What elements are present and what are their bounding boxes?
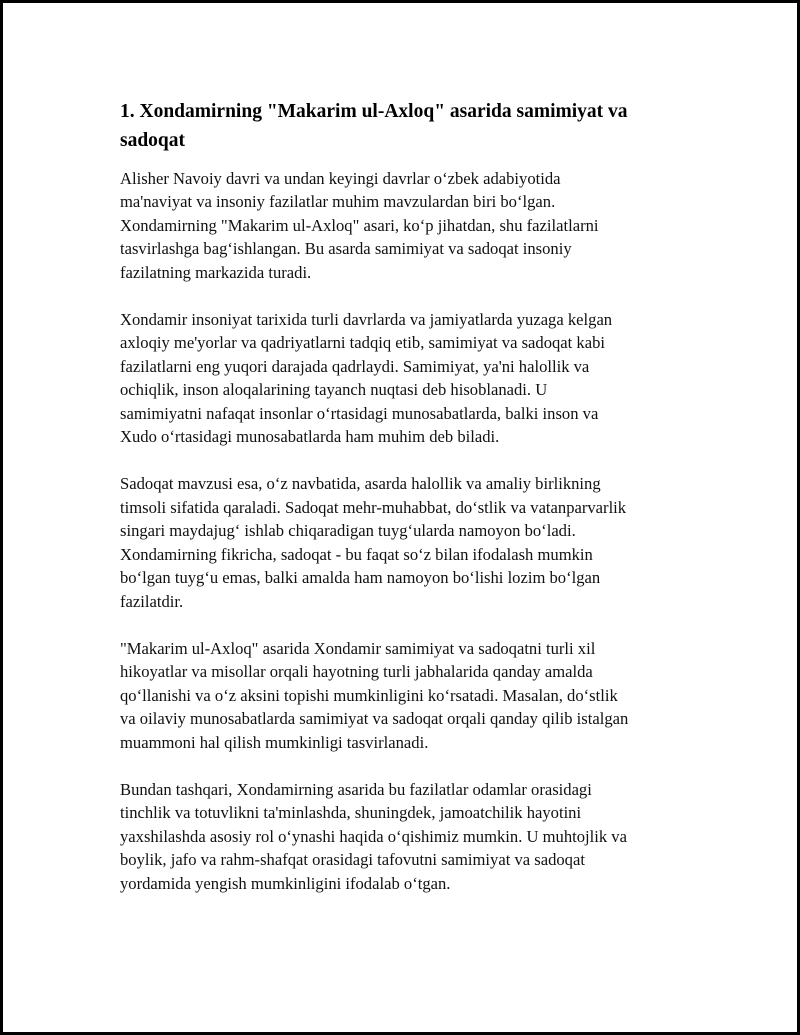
paragraph-5: Bundan tashqari, Xondamirning asarida bu fazilatlar odamlar orasidagi tinchlik va totuvlikni ta'minlashda, shuningdek, jamoatchilik hayotini yaxshilashda asosiy rol oʻynashi haqida oʻqishimiz mumkin. U muhtojlik va boylik, jafo va rahm-shafqat orasidagi tafovutni samimiyat va sadoqat yordamida yengish mumkinligini ifodalab oʻtgan. — [120, 779, 627, 893]
paragraph-4: "Makarim ul-Axloq" asarida Xondamir samimiyat va sadoqatni turli xil hikoyatlar va misollar orqali hayotning turli jabhalarida qanday amalda qoʻllanishi va oʻz aksini topishi mumkinligini koʻrsatadi. Masalan, doʻstlik va oilaviy munosabatlarda samimiyat va sadoqat orqali qanday qilib istalgan muammoni hal qilish mumkinligi tasvirlanadi. — [120, 638, 629, 752]
paragraph-2: Xondamir insoniyat tarixida turli davrlarda va jamiyatlarda yuzaga kelgan axloqiy me'yorlar va qadriyatlarni tadqiq etib, samimiyat va sadoqat kabi fazilatlarni eng yuqori darajada qadrlaydi. Samimiyat, ya'ni halollik va ochiqlik, inson aloqalarining tayanch nuqtasi deb hisoblanadi. U samimiyatni nafaqat insonlar oʻrtasidagi munosabatlarda, balki inson va Xudo oʻrtasidagi munosabatlarda ham muhim deb biladi. — [120, 310, 613, 447]
paragraph-1: Alisher Navoiy davri va undan keyingi davrlar oʻzbek adabiyotida ma'naviyat va insoniy fazilatlar muhim mavzulardan biri boʻlgan. Xondamirning "Makarim ul-Axloq" asari, koʻp jihatdan, shu fazilatlarni tasvirlashga bagʻishlangan. Bu asarda samimiyat va sadoqat insoniy fazilatning markazida turadi. — [120, 169, 599, 282]
paragraph-3: Sadoqat mavzusi esa, oʻz navbatida, asarda halollik va amaliy birlikning timsoli sifatida qaraladi. Sadoqat mehr-muhabbat, doʻstlik va vatanparvarlik singari maydajugʻ ishlab chiqaradigan tuygʻularda namoyon boʻladi. Xondamirning fikricha, sadoqat - bu faqat soʻz bilan ifodalash mumkin boʻlgan tuygʻu emas, balki amalda ham namoyon boʻlishi lozim boʻlgan fazilatdir. — [120, 474, 627, 611]
document-title: 1. Xondamirning "Makarim ul-Axloq" asarida samimiyat va sadoqat — [120, 101, 628, 151]
document-body — [120, 97, 690, 895]
